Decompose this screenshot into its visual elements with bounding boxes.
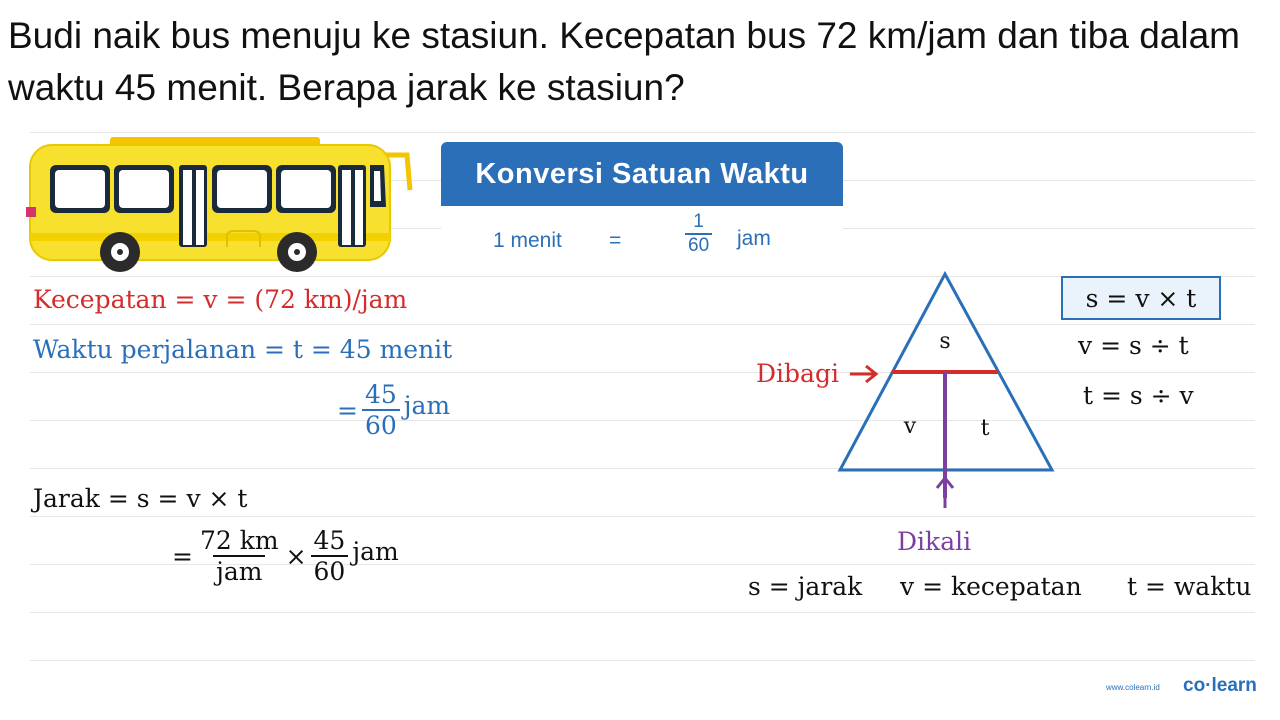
ruled-line — [30, 132, 1255, 133]
time-fraction — [362, 380, 400, 440]
fraction-denominator: 60 — [311, 555, 349, 586]
fraction-denominator: jam — [213, 555, 265, 586]
fraction-numerator: 45 — [313, 526, 346, 555]
conversion-fraction — [685, 211, 712, 257]
question-text: Budi naik bus menuju ke stasiun. Kecepatan bus 72 km/jam dan tiba dalam waktu 45 menit. Berapa jarak ke stasiun? — [8, 15, 1241, 108]
brand-url: www.colearn.id — [1106, 683, 1160, 692]
divide-label: Dibagi — [756, 359, 839, 388]
ruled-line — [30, 468, 1255, 469]
arrow-right-icon — [848, 362, 882, 386]
speed-line: Kecepatan = v = (72 km)/jam — [33, 285, 408, 314]
legend-t: t = waktu — [1127, 572, 1252, 601]
legend-v: v = kecepatan — [900, 572, 1082, 601]
triangle-left-v: v — [903, 414, 917, 439]
fraction-numerator: 45 — [364, 380, 397, 409]
fraction-denominator: 60 — [362, 409, 400, 440]
unit-label: jam — [403, 390, 451, 420]
unit-label: jam — [352, 536, 399, 566]
ruled-line — [30, 324, 1255, 325]
distance-calculation — [172, 526, 399, 586]
time-conversion — [337, 380, 450, 440]
ruled-line — [30, 372, 1255, 373]
ruled-line — [30, 660, 1255, 661]
conversion-body — [441, 206, 843, 276]
formula-s-box — [1061, 276, 1221, 320]
brand-logo: co·learn — [1183, 675, 1257, 696]
legend-s: s = jarak — [748, 572, 863, 601]
conversion-title: Konversi Satuan Waktu — [441, 142, 843, 206]
formula-t: t = s ÷ v — [1083, 381, 1194, 410]
ruled-line — [30, 612, 1255, 613]
formula-s: s = v × t — [1085, 283, 1197, 313]
bus-icon — [22, 135, 417, 275]
conversion-lhs: 1 menit — [493, 229, 562, 252]
speed-fraction — [197, 526, 282, 586]
fraction-numerator: 1 — [693, 211, 704, 232]
equals-sign: = — [337, 395, 358, 425]
distance-line: Jarak = s = v × t — [33, 484, 248, 513]
arrow-up-icon — [933, 474, 957, 510]
time-line: Waktu perjalanan = t = 45 menit — [33, 335, 453, 364]
ruled-line — [30, 420, 1255, 421]
triangle-right-t: t — [980, 416, 990, 441]
formula-v: v = s ÷ t — [1078, 331, 1189, 360]
conversion-equals: = — [609, 229, 622, 252]
triangle-top-s: s — [939, 329, 951, 354]
time-fraction — [311, 526, 349, 586]
fraction-denominator: 60 — [685, 233, 712, 257]
equals-sign: = — [172, 541, 193, 571]
conversion-unit: jam — [737, 227, 771, 250]
times-sign: × — [285, 541, 307, 571]
ruled-line — [30, 516, 1255, 517]
multiply-label: Dikali — [897, 527, 972, 556]
fraction-numerator: 72 km — [199, 526, 279, 555]
